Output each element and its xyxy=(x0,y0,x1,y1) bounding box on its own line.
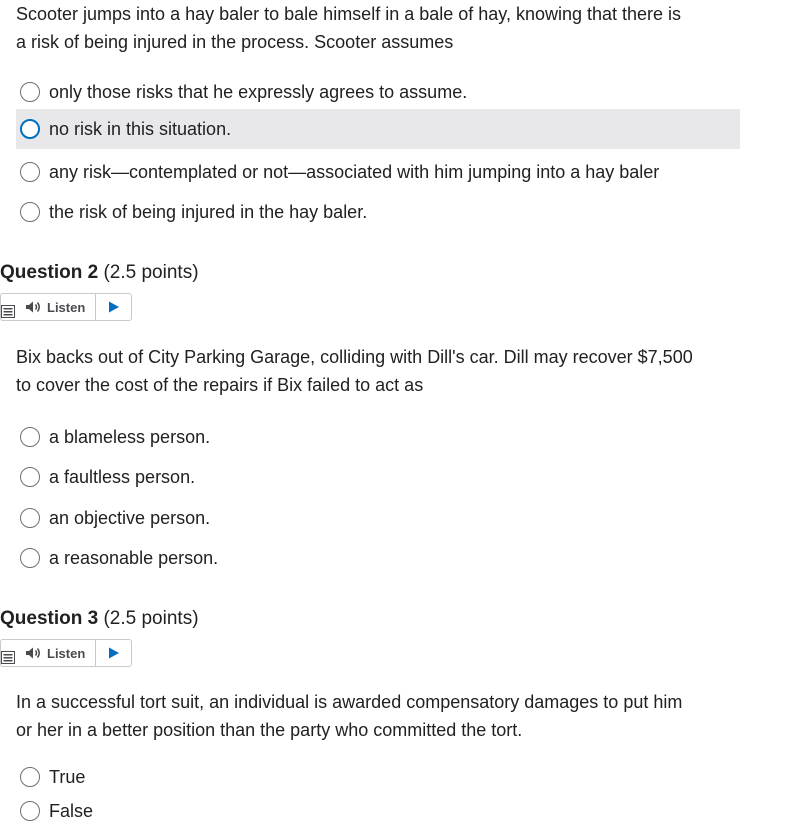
option-label: True xyxy=(49,766,86,787)
question-1-text-line-2: a risk of being injured in the process. Scooter assumes xyxy=(16,32,454,52)
q2-option-1[interactable] xyxy=(16,418,210,456)
option-label: the risk of being injured in the hay baler. xyxy=(49,201,368,222)
speaker-icon xyxy=(25,646,42,660)
option-label: no risk in this situation. xyxy=(49,118,232,139)
play-icon xyxy=(108,301,120,313)
listen-widget xyxy=(0,639,132,667)
speaker-icon xyxy=(25,300,42,314)
option-label: a faultless person. xyxy=(49,466,196,487)
radio-button[interactable] xyxy=(20,467,40,487)
question-2-text xyxy=(16,343,693,399)
listen-button[interactable] xyxy=(1,294,96,320)
play-button[interactable] xyxy=(96,640,131,666)
radio-button[interactable] xyxy=(20,801,40,821)
question-2-text-line-1: Bix backs out of City Parking Garage, colliding with Dill's car. Dill may recover $7,500 xyxy=(16,347,693,367)
listen-label: Listen xyxy=(47,299,86,315)
question-3-title: Question 3 xyxy=(0,608,99,629)
q1-option-3[interactable] xyxy=(16,153,659,191)
q2-option-2[interactable] xyxy=(16,458,195,496)
q1-option-1[interactable] xyxy=(16,73,467,111)
q2-option-3[interactable] xyxy=(16,499,210,537)
menu-icon[interactable] xyxy=(1,305,15,318)
question-2-heading xyxy=(0,262,199,284)
menu-icon[interactable] xyxy=(1,651,15,664)
radio-button[interactable] xyxy=(20,162,40,182)
play-button[interactable] xyxy=(96,294,131,320)
q2-option-4[interactable] xyxy=(16,539,218,577)
q1-option-4[interactable] xyxy=(16,193,367,231)
radio-button[interactable] xyxy=(20,548,40,568)
question-2-title: Question 2 xyxy=(0,262,99,283)
q1-option-2[interactable] xyxy=(16,109,740,149)
option-label: False xyxy=(49,800,94,821)
question-3-text xyxy=(16,688,682,744)
question-1-text-line-1: Scooter jumps into a hay baler to bale himself in a bale of hay, knowing that there is xyxy=(16,4,682,24)
option-label: a reasonable person. xyxy=(49,547,219,568)
q3-option-false[interactable] xyxy=(16,792,93,830)
option-label: a blameless person. xyxy=(49,426,211,447)
question-3-points: (2.5 points) xyxy=(103,608,199,629)
radio-button[interactable] xyxy=(20,427,40,447)
radio-button[interactable] xyxy=(20,202,40,222)
radio-button[interactable] xyxy=(20,82,40,102)
question-3-text-line-1: In a successful tort suit, an individual is awarded compensatory damages to put him xyxy=(16,692,683,712)
question-3-heading xyxy=(0,608,199,630)
option-label: only those risks that he expressly agrees to assume. xyxy=(49,81,468,102)
option-label: any risk—contemplated or not—associated with him jumping into a hay baler xyxy=(49,161,660,182)
listen-label: Listen xyxy=(47,645,86,661)
question-2-text-line-2: to cover the cost of the repairs if Bix failed to act as xyxy=(16,375,424,395)
radio-button[interactable] xyxy=(20,119,40,139)
listen-button[interactable] xyxy=(1,640,96,666)
question-2-points: (2.5 points) xyxy=(103,262,199,283)
question-3-text-line-2: or her in a better position than the party who committed the tort. xyxy=(16,720,523,740)
q3-option-true[interactable] xyxy=(16,758,85,796)
radio-button[interactable] xyxy=(20,508,40,528)
radio-button[interactable] xyxy=(20,767,40,787)
play-icon xyxy=(108,647,120,659)
question-1-text xyxy=(16,0,681,56)
option-label: an objective person. xyxy=(49,507,211,528)
listen-widget xyxy=(0,293,132,321)
